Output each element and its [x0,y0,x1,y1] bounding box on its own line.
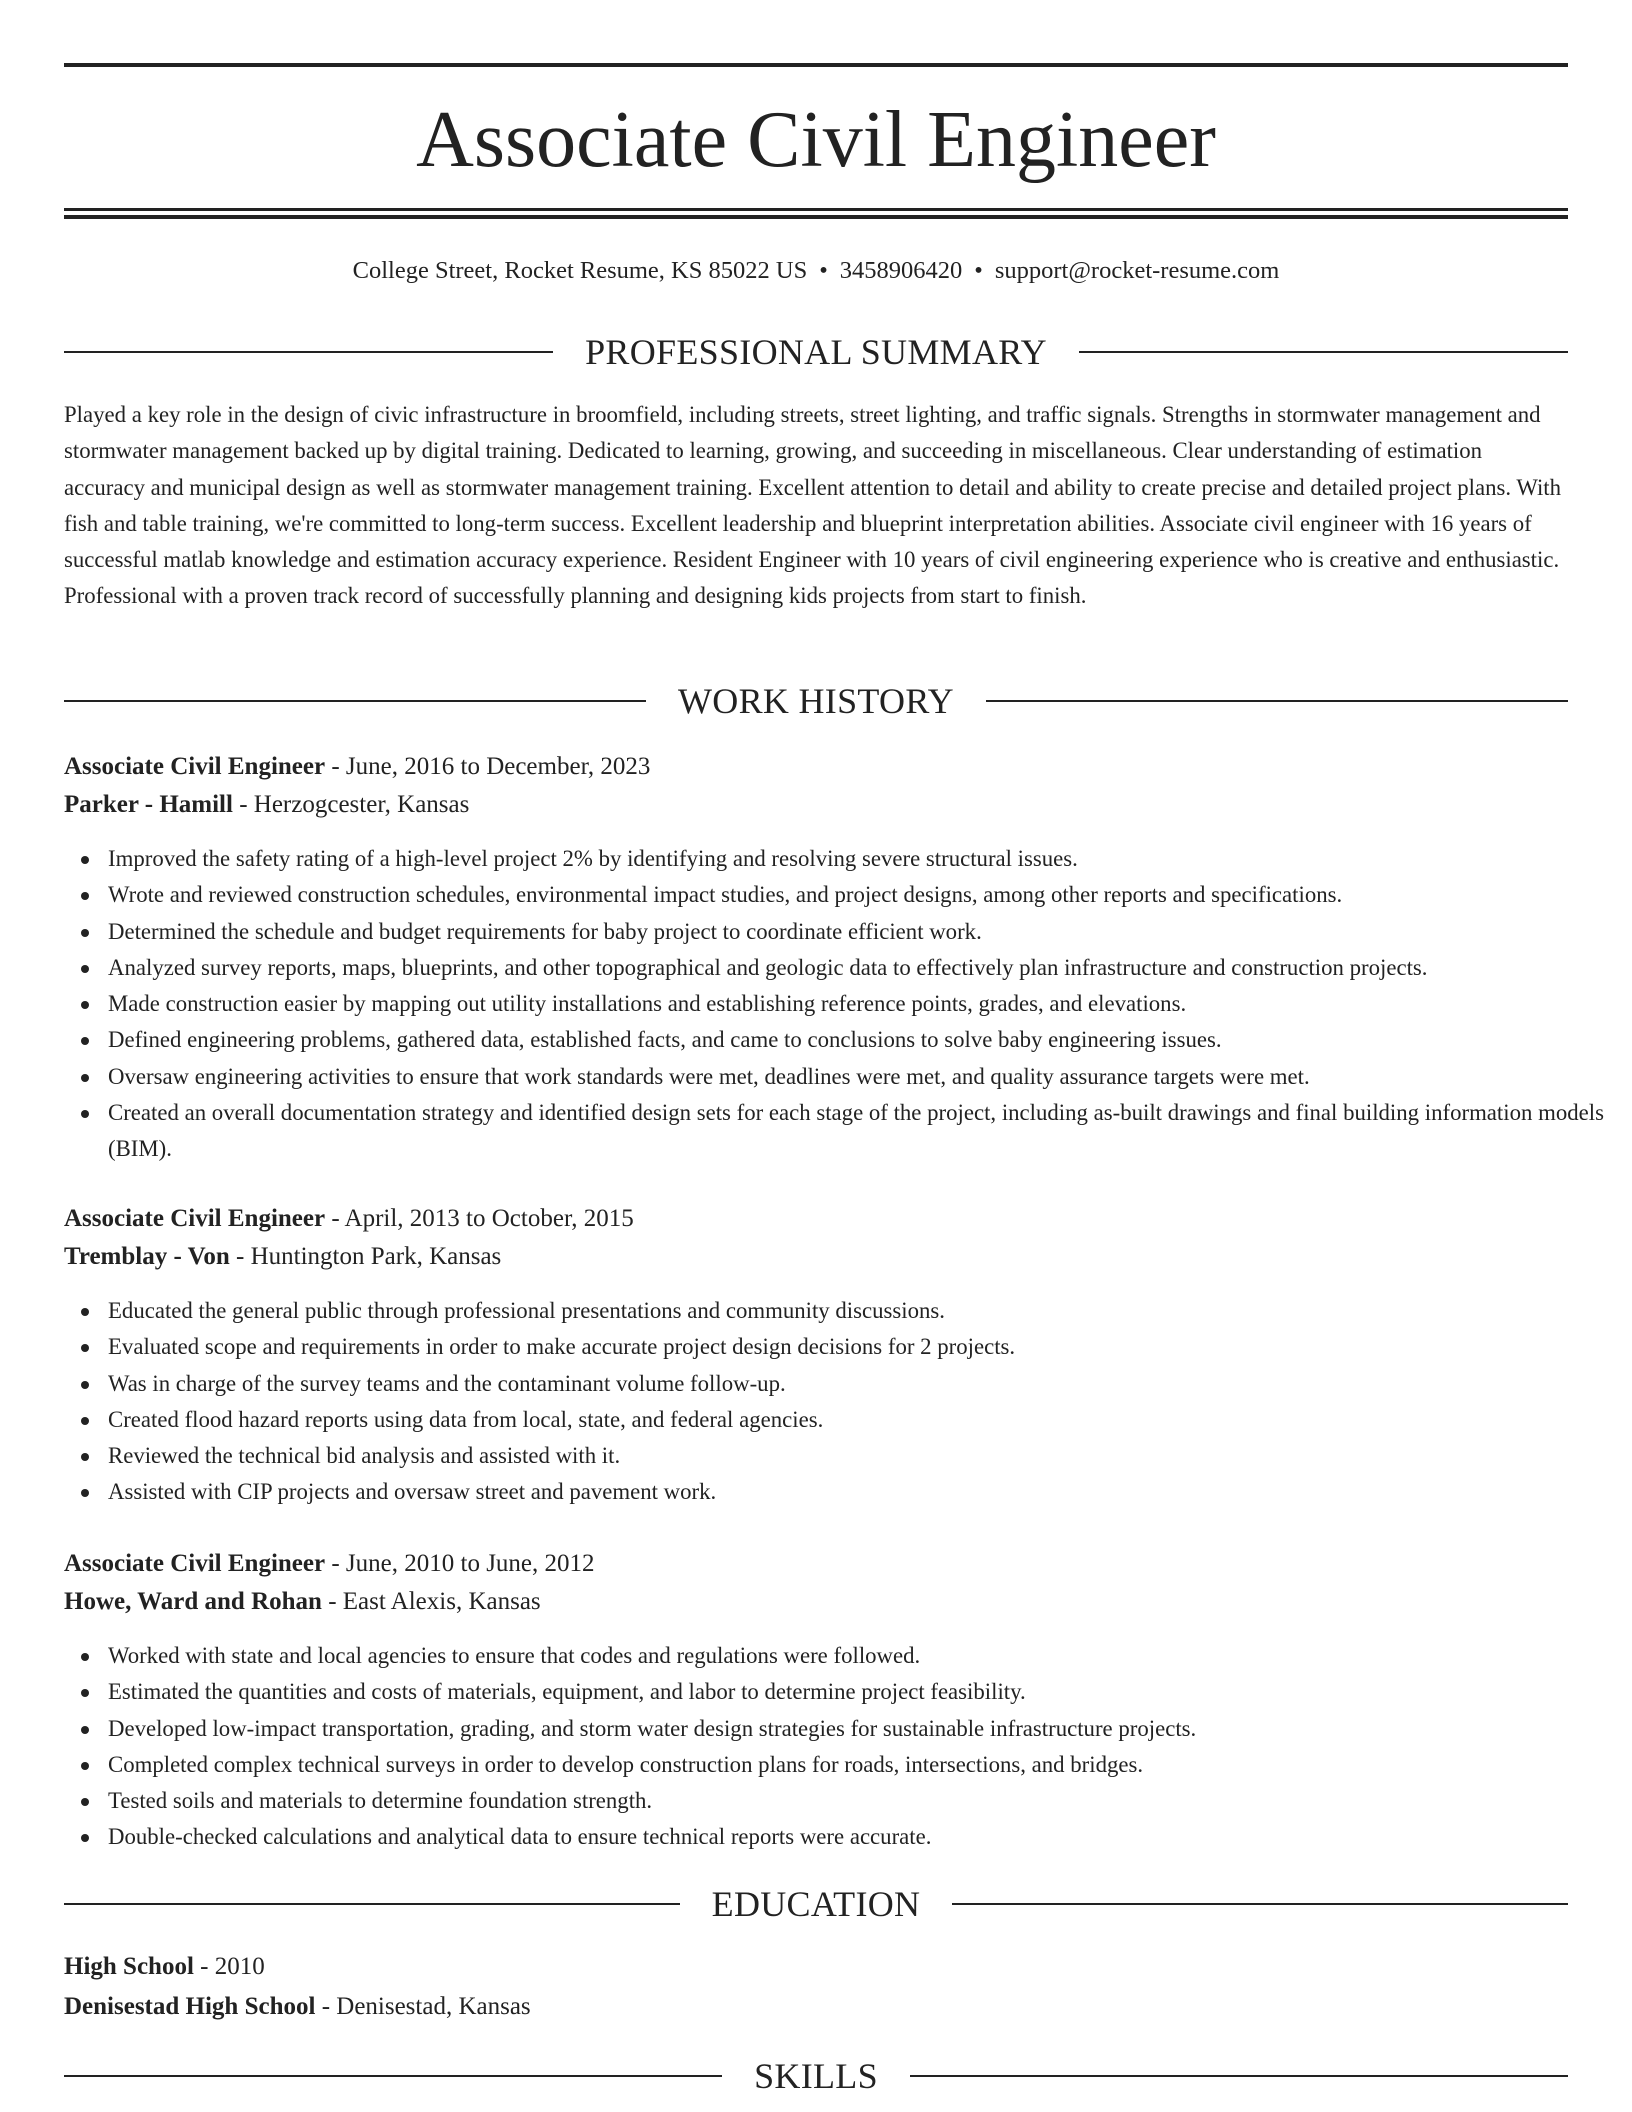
heading-rule [952,1903,1568,1905]
list-item: Completed complex technical surveys in order to develop construction plans for roads, intersections, and bridges. [108,1747,1612,1783]
job-company-line [64,1238,1568,1276]
job-title: Associate Civil Engineer [64,753,326,780]
heading-rule [64,700,646,702]
job-bullets [64,841,1612,1168]
work-history-heading [64,679,1568,723]
top-rule [64,63,1568,67]
summary-text: Played a key role in the design of civic infrastructure in broomfield, including streets, street lighting, and traffic signals. Strengths in stormwater management and stormwater management backed up by digital training. Dedicated to learning, growing, and succeeding in miscellaneous. Clear understanding of estimation accuracy and municipal design as well as stormwater management training. Excellent attention to detail and ability to create precise and detailed project plans. With fish and table training, we're committed to long-term success. Excellent leadership and blueprint interpretation abilities. Associate civil engineer with 16 years of successful matlab knowledge and estimation accuracy experience. Resident Engineer with 10 years of civil engineering experience who is creative and enthusiastic. Professional with a proven track record of successfully planning and designing kids projects from start to finish. [64,402,1562,609]
list-item: Determined the schedule and budget requirements for baby project to coordinate efficient work. [108,914,1612,950]
list-item: Developed low-impact transportation, grading, and storm water design strategies for sustainable infrastructure projects. [108,1711,1612,1747]
heading-rule [910,2075,1568,2077]
job-title-line [64,1200,1568,1238]
heading-rule [64,351,553,353]
job-title: Associate Civil Engineer [64,1550,326,1577]
company-name: Howe, Ward and Rohan [64,1588,322,1615]
list-item: Made construction easier by mapping out utility installations and establishing reference points, grades, and elevations. [108,986,1612,1022]
list-item: Oversaw engineering activities to ensure that work standards were met, deadlines were met, and quality assurance targets were met. [108,1059,1612,1095]
education-heading [64,1882,1568,1926]
job-title-line [64,1545,1568,1583]
list-item: Worked with state and local agencies to ensure that codes and regulations were followed. [108,1638,1612,1674]
contact-separator: • [819,257,828,284]
school-location: - Denisestad, Kansas [315,1993,531,2020]
list-item: Evaluated scope and requirements in order to make accurate project design decisions for 2 projects. [108,1329,1612,1365]
address: College Street, Rocket Resume, KS 85022 US [352,257,808,284]
education-school-line [64,1988,1568,2026]
degree: High School [64,1953,194,1980]
phone: 3458906420 [839,257,963,284]
section-title: EDUCATION [711,1884,921,1924]
job-bullets [64,1293,1612,1511]
section-title: SKILLS [754,2056,878,2096]
summary-heading [64,330,1568,374]
contact-separator: • [974,257,983,284]
list-item: Double-checked calculations and analytical data to ensure technical reports were accurate. [108,1819,1612,1855]
list-item: Educated the general public through professional presentations and community discussions. [108,1293,1612,1329]
job-dates: - June, 2010 to June, 2012 [325,1550,595,1577]
heading-rule [64,2075,722,2077]
list-item: Improved the safety rating of a high-level project 2% by identifying and resolving severe structural issues. [108,841,1612,877]
list-item: Reviewed the technical bid analysis and assisted with it. [108,1438,1612,1474]
company-name: Tremblay - Von [64,1243,230,1270]
job-title: Associate Civil Engineer [64,1205,326,1232]
section-title: WORK HISTORY [678,681,954,721]
list-item: Estimated the quantities and costs of materials, equipment, and labor to determine project feasibility. [108,1674,1612,1710]
company-location: - East Alexis, Kansas [321,1588,541,1615]
company-name: Parker - Hamill [64,791,233,818]
title-rule-lower [64,215,1568,219]
company-location: - Herzogcester, Kansas [232,791,470,818]
company-location: - Huntington Park, Kansas [229,1243,502,1270]
job-dates: - June, 2016 to December, 2023 [325,753,651,780]
resume-title: Associate Civil Engineer [416,96,1216,184]
heading-rule [64,1903,680,1905]
section-title: PROFESSIONAL SUMMARY [585,332,1047,372]
heading-rule [986,700,1568,702]
list-item: Defined engineering problems, gathered data, established facts, and came to conclusions to solve baby engineering issues. [108,1022,1612,1058]
job-company-line [64,786,1568,824]
school-name: Denisestad High School [64,1993,316,2020]
job-title-line [64,748,1568,786]
job-company-line [64,1583,1568,1621]
title-rule-upper [64,208,1568,211]
graduation-year: - 2010 [193,1953,265,1980]
skills-heading [64,2054,1568,2098]
email: support@rocket-resume.com [994,257,1280,284]
list-item: Was in charge of the survey teams and the contaminant volume follow-up. [108,1366,1612,1402]
contact-line [64,254,1568,288]
list-item: Created an overall documentation strategy and identified design sets for each stage of the project, including as-built drawings and final building information models (BIM). [108,1095,1612,1168]
heading-rule [1079,351,1568,353]
list-item: Assisted with CIP projects and oversaw street and pavement work. [108,1474,1612,1510]
education-degree-line [64,1948,1568,1986]
list-item: Created flood hazard reports using data from local, state, and federal agencies. [108,1402,1612,1438]
list-item: Analyzed survey reports, maps, blueprints, and other topographical and geologic data to effectively plan infrastructure and construction projects. [108,950,1612,986]
job-dates: - April, 2013 to October, 2015 [325,1205,634,1232]
list-item: Wrote and reviewed construction schedules, environmental impact studies, and project designs, among other reports and specifications. [108,877,1612,913]
list-item: Tested soils and materials to determine foundation strength. [108,1783,1612,1819]
job-bullets [64,1638,1612,1856]
